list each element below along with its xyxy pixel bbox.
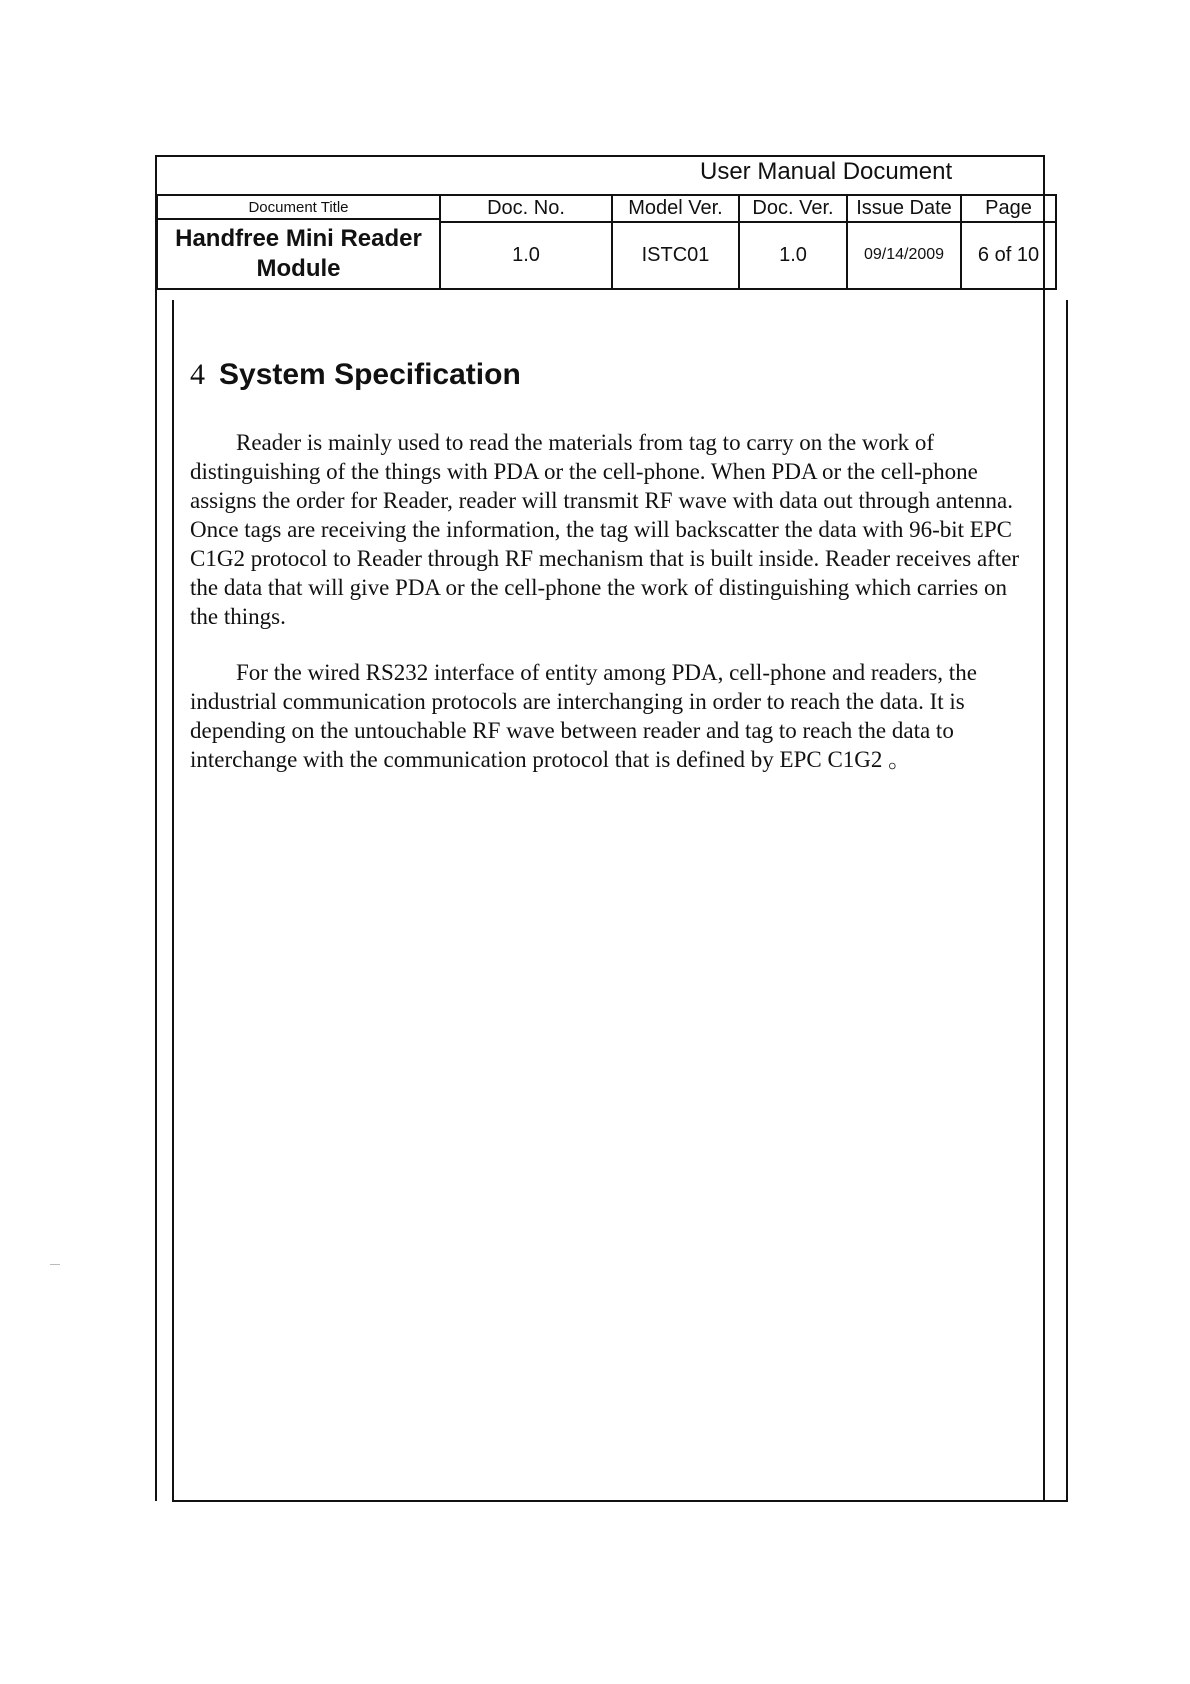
section-number: 4	[190, 358, 205, 391]
frame-right-edge	[1066, 300, 1068, 1501]
section-title: System Specification	[219, 358, 521, 391]
doc-no-value: 1.0	[440, 222, 612, 289]
frame-left-edge	[172, 300, 174, 1502]
issue-date-value: 09/14/2009	[847, 222, 961, 289]
page-value: 6 of 10	[961, 222, 1056, 289]
doc-no-header: Doc. No.	[440, 195, 612, 222]
doc-title-label: Document Title	[157, 195, 440, 219]
issue-date-header: Issue Date	[847, 195, 961, 222]
doc-ver-header: Doc. Ver.	[739, 195, 847, 222]
page-frame	[155, 155, 1045, 1501]
document-type-label: User Manual Document	[700, 158, 953, 185]
paragraph-1: Reader is mainly used to read the materials from tag to carry on the work of distinguishing of the things with PDA or the cell-phone. When PDA or the cell-phone assigns the order for Reader, reader will transmit RF wave with data out through antenna. Once tags are receiving the information, the tag will backscatter the data with 96-bit EPC C1G2 protocol to Reader through RF mechanism that is built inside. Reader receives after the data that will give PDA or the cell-phone the work of distinguishing which carries on the things.	[190, 430, 1020, 629]
section-heading	[190, 358, 521, 392]
scan-margin-mark	[50, 1264, 60, 1265]
header-table	[156, 194, 1057, 290]
model-ver-value: ISTC01	[612, 222, 739, 289]
frame-bottom-edge	[172, 1500, 1068, 1502]
page-header: Page	[961, 195, 1056, 222]
paragraph-2: For the wired RS232 interface of entity among PDA, cell-phone and readers, the industrial communication protocols are interchanging in order to reach the data. It is depending on the untouchable RF wave between reader and tag to reach the data to interchange with the communication protocol that is defined by EPC C1G2 。	[190, 660, 977, 772]
doc-ver-value: 1.0	[739, 222, 847, 289]
model-ver-header: Model Ver.	[612, 195, 739, 222]
doc-title-value: Handfree Mini Reader Module	[157, 219, 440, 289]
